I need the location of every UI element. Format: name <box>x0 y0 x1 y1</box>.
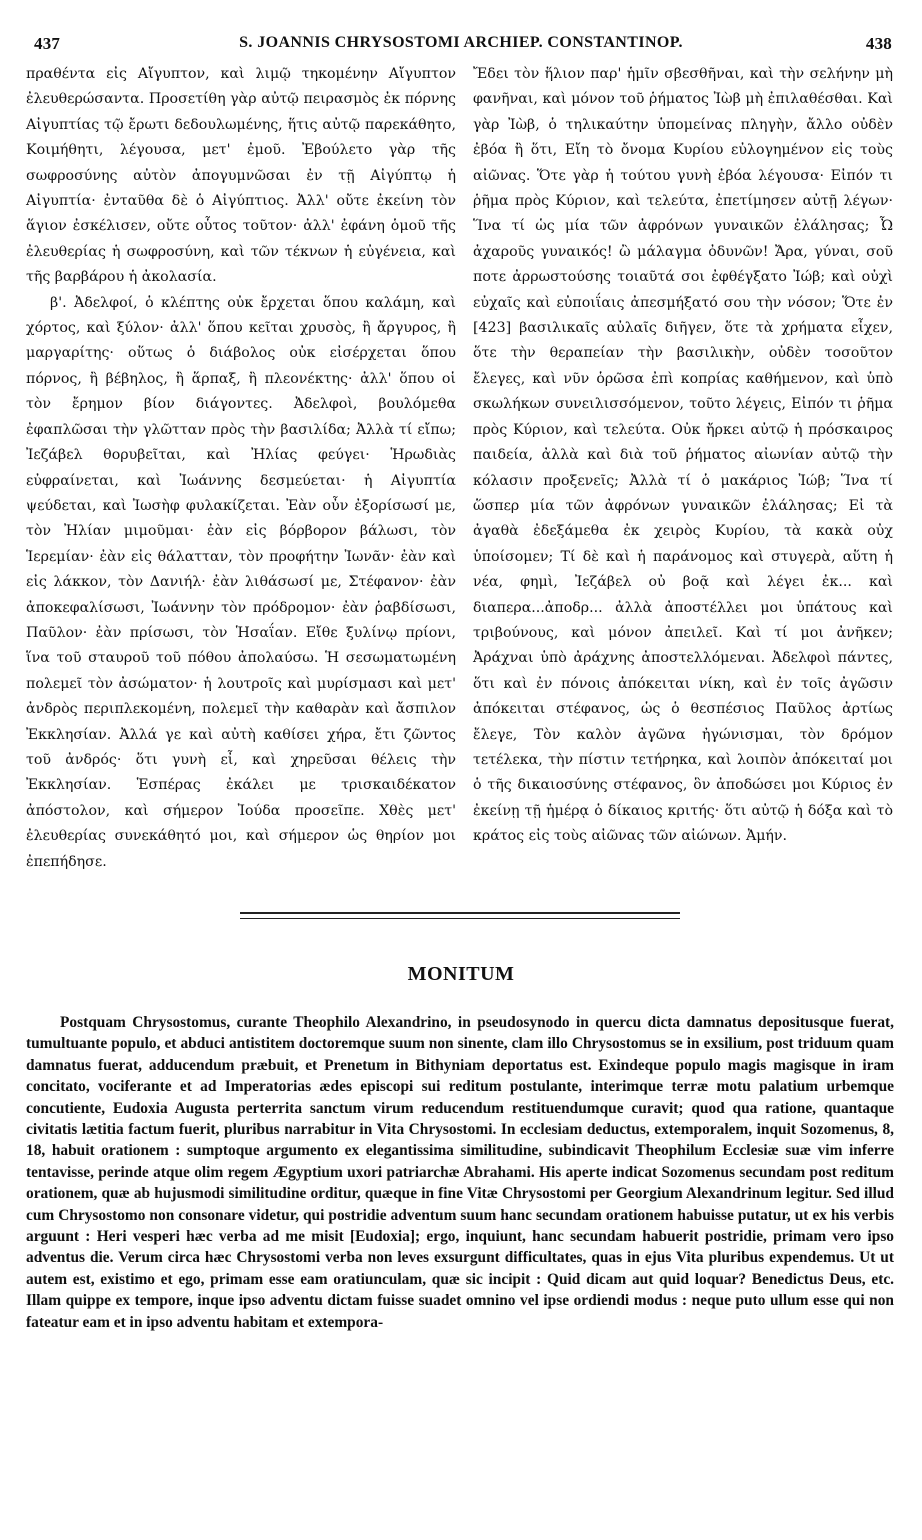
section-divider-thin <box>240 918 680 919</box>
right-paragraph-1: Ἔδει τὸν ἥλιον παρ' ἡμῖν σβεσθῆναι, καὶ τὴν σελήνην μὴ φανῆναι, καὶ μόνον τοῦ ῥήματος Ἰὼβ μὴ ἐπιλαθέσθαι. Καὶ γὰρ Ἰὼβ, ὁ τηλικαύτην ὑπομείνας πληγὴν, ἄλλο οὐδὲν ἐβόα ἢ ὅτι, Εἴη τὸ ὄνομα Κυρίου εὐλογημένον εἰς τοὺς αἰῶνας. Ὅτε γὰρ ἡ τούτου γυνὴ ἐβόα λέγουσα· Εἰπόν τι ῥῆμα πρὸς Κύριον, καὶ τελεύτα, ἐπετίμησεν αὐτῇ λέγων· Ἵνα τί ὡς μία τῶν ἀφρόνων γυναικῶν ἐλάλησας; Ὦ ἀχαροῦς γυναικός! ὢ μάλαγμα ὀδυνῶν! Ἄρα, γύναι, σοῦ ποτε ἀρρωστούσης τοιαῦτά σοι ἐφθέγξατο Ἰώβ; καὶ οὐχὶ εὐχαῖς καὶ εὐποιΐαις ἀπεσμήξατό σου τὴν νόσον; Ὅτε ἐν [423] βασιλικαῖς αὐλαῖς διῆγεν, ὅτε τὰ χρήματα εἶχεν, ὅτε τὴν θεραπείαν τὴν βασιλικὴν, οὐδὲν τοσοῦτον ἔλεγες, καὶ νῦν ὁρῶσα ἐπὶ κοπρίας καθήμενον, καὶ ὑπὸ σκωλήκων συνειλισσόμενον, τοῦτο λέγεις, Εἰπόν τι ῥῆμα πρὸς Κύριον, καὶ τελεύτα. Οὐκ ἤρκει αὐτῷ ἡ πρόσκαιρος παιδεία, ἀλλὰ καὶ διὰ τοῦ ῥήματος αἰωνίαν αὐτῷ τὴν κόλασιν προξενεῖς; Ἀλλὰ τί ὁ μακάριος Ἰώβ; Ἵνα τί ὥσπερ μία τῶν ἀφρόνων γυναικῶν ἐλάλησας; Εἰ τὰ ἀγαθὰ ἐδεξάμεθα ἐκ χειρὸς Κυρίου, τὰ κακὰ οὐχ ὑποίσομεν; Τί δὲ καὶ ἡ παράνομος καὶ στυγερὰ, αὕτη ἡ νέα, φημὶ, Ἰεζάβελ οὐ βοᾷ καὶ λέγει ἐκ... καὶ διαπερα...ἀποδρ... ἀλλὰ ἀποστέλλει μοι ὑπάτους καὶ τριβούνους, καὶ μόνον ἀπειλεῖ. Καὶ τί μοι ἀνῆκεν; Ἀράχναι ὑπὸ ἀράχνης ἀποστελλόμεναι. Ἀδελφοὶ πάντες, ὅτι καὶ ἐν πόνοις ἀπόκειται νίκη, καὶ ἐν τοῖς ἀγῶσιν ἀπόκειται στέφανος, ὡς ὁ θεσπέσιος Παῦλος ἀρτίως ἔλεγε, Τὸν καλὸν ἀγῶνα ἠγώνισμαι, τὸν δρόμον τετέλεκα, τὴν πίστιν τετήρηκα, καὶ λοιπὸν ἀπόκειταί μοι ὁ τῆς δικαιοσύνης στέφανος, ὃν ἀποδώσει μοι Κύριος ἐν ἐκείνῃ τῇ ἡμέρᾳ ὁ δίκαιος κριτής· ὅτι αὐτῷ ἡ δόξα καὶ τὸ κράτος εἰς τοὺς αἰῶνας τῶν αἰώνων. Ἀμήν. <box>473 66 893 845</box>
left-column <box>26 62 456 875</box>
right-column <box>473 62 893 850</box>
monitum-body <box>26 1012 894 1333</box>
left-paragraph-1: πραθέντα εἰς Αἴγυπτον, καὶ λιμῷ τηκομένην Αἴγυπτον ἐλευθερώσαντα. Προσετίθη γὰρ αὐτῷ πειρασμὸς ἐκ πόρνης Αἰγυπτίας τῷ ἔρωτι δεδουλωμένης, ἥτις αὐτῷ παρεκάθητο, Κοιμήθητι, λέγουσα, μετ' ἐμοῦ. Ἐβούλετο γὰρ τῆς σωφροσύνης αὐτὸν ἀπογυμνῶσαι ἐν τῇ Αἰγύπτῳ ἡ Αἰγυπτία· ἐνταῦθα δὲ ὁ Αἰγύπτιος. Ἀλλ' οὔτε ἐκείνη τὸν ἅγιον ἐσκέλισεν, οὔτε οὗτος τοῦτον· ἀλλ' ἐφάνη ὁμοῦ τῆς ἐλευθερίας ἡ σωφροσύνη, καὶ τῶν τέκνων ἡ εὐγένεια, καὶ τῆς βαρβάρου ἡ ἀκολασία. <box>26 66 456 286</box>
page-number-left: 437 <box>34 34 61 53</box>
section-divider-thick <box>240 912 680 914</box>
monitum-heading: MONITUM <box>407 963 515 985</box>
left-paragraph-2: β'. Ἀδελφοί, ὁ κλέπτης οὐκ ἔρχεται ὅπου καλάμη, καὶ χόρτος, καὶ ξύλον· ἀλλ' ὅπου κεῖται χρυσὸς, ἢ ἄργυρος, ἢ μαργαρίτης· οὕτως ὁ διάβολος οὐκ εἰσέρχεται ὅπου πόρνος, ἢ βέβηλος, ἢ ἅρπαξ, ἢ πλεονέκτης· ἀλλ' ὅπου οἱ τὸν ἔρημον βίον διάγοντες. Ἀδελφοὶ, βουλόμεθα ἐφαπλῶσαι τὴν γλῶτταν πρὸς τὴν βασιλίδα; Ἀλλὰ τί εἴπω; Ἰεζάβελ θορυβεῖται, καὶ Ἠλίας φεύγει· Ἡρωδιὰς εὐφραίνεται, καὶ Ἰωάννης δεσμεύεται· ἡ Αἰγυπτία ψεύδεται, καὶ Ἰωσὴφ φυλακίζεται. Ἐὰν οὖν ἐξορίσωσί με, τὸν Ἠλίαν μιμοῦμαι· ἐὰν εἰς βόρβορον βάλωσι, τὸν Ἱερεμίαν· ἐὰν εἰς θάλατταν, τὸν προφήτην Ἰωνᾶν· ἐὰν καὶ εἰς λάκκον, τὸν Δανιήλ· ἐὰν λιθάσωσί με, Στέφανον· ἐὰν ἀποκεφαλίσωσι, Ἰωάννην τὸν πρόδρομον· ἐὰν ῥαβδίσωσι, Παῦλον· ἐὰν πρίσωσι, τὸν Ἡσαΐαν. Εἴθε ξυλίνῳ πρίονι, ἵνα τοῦ σταυροῦ τοῦ πόθου ἀπολαύσω. Ἡ σεσωματωμένη πολεμεῖ τὸν ἀσώματον· ἡ λουτροῖς καὶ μυρίσμασι καὶ μετ' ἀνδρὸς περιπλεκομένη, πολεμεῖ τὴν καθαρὰν καὶ ἄσπιλον Ἐκκλησίαν. Ἀλλά γε καὶ αὐτὴ καθίσει χήρα, ἔτι ζῶντος τοῦ ἀνδρός· ὅτι γυνὴ εἶ, καὶ χηρεῦσαι θέλεις τὴν Ἐκκλησίαν. Ἑσπέρας ἐκάλει με τρισκαιδέκατον ἀπόστολον, καὶ σήμερον Ἰούδα προσεῖπε. Χθὲς μετ' ἐλευθερίας συνεκάθητό μοι, καὶ σήμερον ὡς θηρίον μοι ἐπεπήδησε. <box>26 294 456 870</box>
running-head <box>30 34 892 56</box>
running-title: S. JOANNIS CHRYSOSTOMI ARCHIEP. CONSTANTINOP. <box>239 34 683 51</box>
page-number-right: 438 <box>865 34 892 53</box>
monitum-paragraph: Postquam Chrysostomus, curante Theophilo Alexandrino, in pseudosynodo in quercu dicta damnatus depositusque fuerat, tumultuante populo, et abduci antistitem doctoremque suum non sinente, clam illo Chrysostomus se in exsilium, post triduum quam damnatus fuerat, adducendum præbuit, et Prenetum in Bithyniam deportatus est. Exindeque populo magis magisque in iram concitato, vociferante et ad Imperatorias ædes episcopi sui reditum postulante, interimque terræ motu palatium urbemque concutiente, Eudoxia Augusta perterrita sanctum virum reducendum restituendumque curavit; quod qua ratione, quantaque civitatis lætitia factum fuerit, pluribus narrabitur in Vita Chrysostomi. In ecclesiam deductus, extemporalem, inquit Sozomenus, 8, 18, habuit orationem : sumptoque argumento ex elegantissima similitudine, subindicavit Theophilum Ecclesiæ suæ vim inferre tentavisse, perinde atque olim regem Ægyptium uxori patriarchæ Abrahami. His aperte indicat Sozomenus secundam post reditum orationem, quæ ab hujusmodi similitudine orditur, quæque in fine Vitæ Chrysostomi per Georgium Alexandrinum legitur. Sed illud cum Chrysostomo non consonare videtur, qui postridie adventum suum hanc secundam orationem habuisse putatur, ut ex his verbis arguunt : Heri vesperi hæc verba ad me misit [Eudoxia]; ergo, inquiunt, hanc secundam habuerit postridie, primam vero ipso adventus die. Verum circa hæc Chrysostomi verba non leves exsurgunt difficultates, quas in ejus Vita pluribus expendemus. Ut ut autem est, existimo et ego, primam esse eam oratiunculam, quæ sic incipit : Quid dicam aut quid loquar? Benedictus Deus, etc. Illam quippe ex tempore, inque ipso adventu dictam fuisse suadet omnino vel ipse ordiendi modus : neque puto ullum esse qui non fateatur eam et in ipso adventu habitam et extempora- <box>26 1014 894 1331</box>
